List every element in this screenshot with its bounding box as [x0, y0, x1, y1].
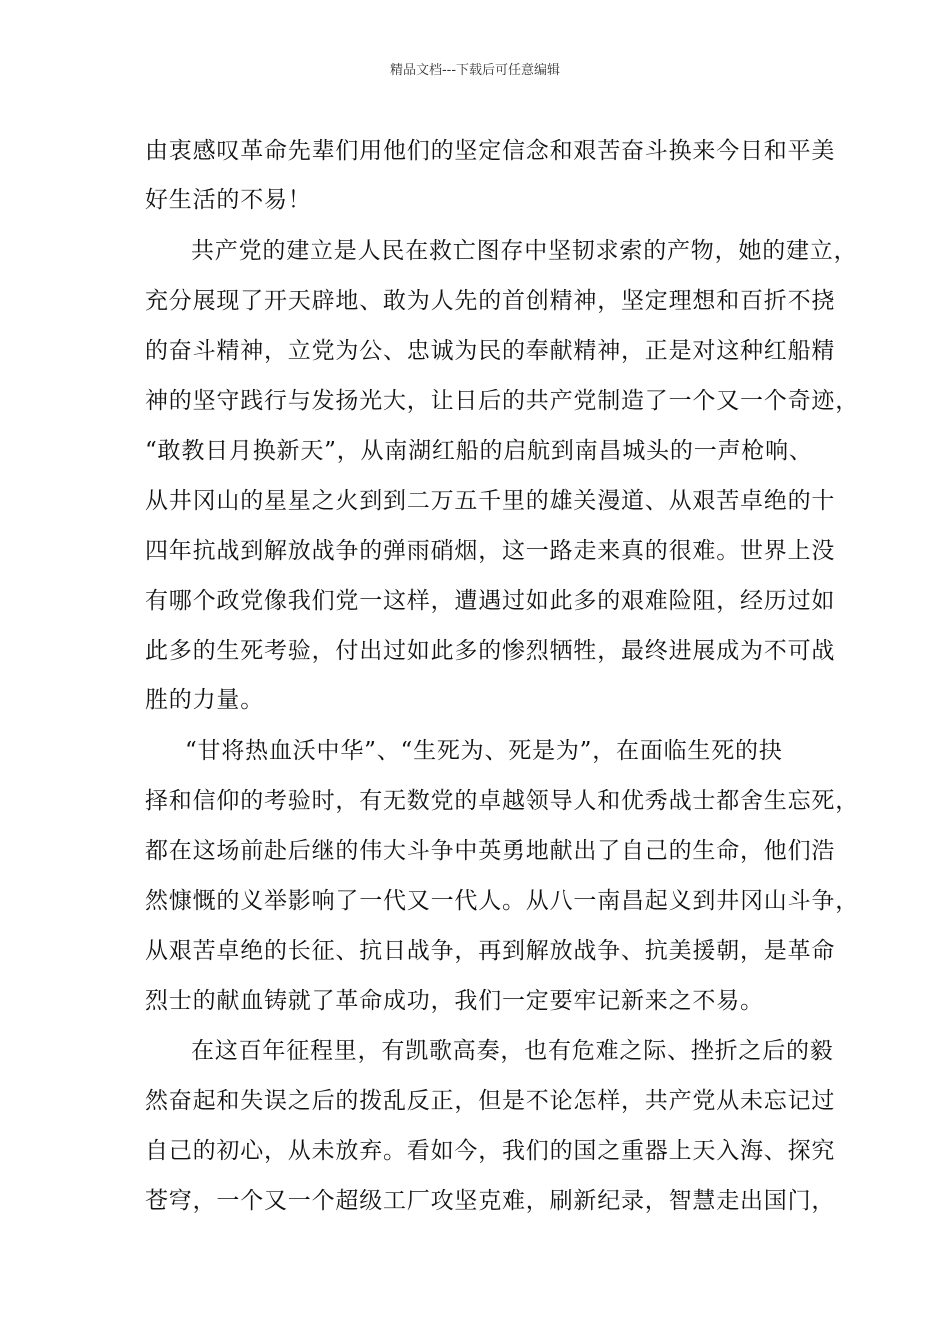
text-line: 好生活的不易！	[145, 187, 312, 213]
text-line: 自己的初心，从未放弃。看如今，我们的国之重器上天入海、探究	[145, 1138, 836, 1164]
text-line: 从艰苦卓绝的长征、抗日战争，再到解放战争、抗美援朝，是革命	[145, 938, 836, 964]
text-line: 由衷感叹革命先辈们用他们的坚定信念和艰苦奋斗换来今日和平美	[145, 138, 836, 164]
text-line: 从井冈山的星星之火到到二万五千里的雄关漫道、从艰苦卓绝的十	[145, 488, 836, 514]
text-line: 充分展现了开天辟地、敢为人先的首创精神，坚定理想和百折不挠	[145, 288, 836, 314]
text-line: 然奋起和失误之后的拨乱反正，但是不论怎样，共产党从未忘记过	[145, 1088, 836, 1114]
text-line: “敢教日月换新天”，从南湖红船的启航到南昌城头的一声枪响、	[145, 438, 813, 464]
text-line: 择和信仰的考验时，有无数党的卓越领导人和优秀战士都舍生忘死，	[145, 788, 859, 814]
text-line: 都在这场前赴后继的伟大斗争中英勇地献出了自己的生命，他们浩	[145, 838, 836, 864]
text-line: 烈士的献血铸就了革命成功，我们一定要牢记新来之不易。	[145, 988, 764, 1014]
text-line: 四年抗战到解放战争的弹雨硝烟，这一路走来真的很难。世界上没	[145, 538, 836, 564]
paragraph-start-line: 共产党的建立是人民在救亡图存中坚韧求索的产物，她的建立，	[191, 238, 858, 264]
text-line: 神的坚守践行与发扬光大，让日后的共产党制造了一个又一个奇迹，	[145, 388, 859, 414]
text-line: 苍穹，一个又一个超级工厂攻坚克难，刷新纪录，智慧走出国门，	[145, 1188, 836, 1214]
page-header: 精品文档---下载后可任意编辑	[389, 63, 561, 78]
paragraph-start-line: “甘将热血沃中华”、“生死为、死是为”，在面临生死的抉	[185, 738, 783, 764]
paragraph-start-line: 在这百年征程里，有凯歌高奏，也有危难之际、挫折之后的毅	[191, 1038, 834, 1064]
text-line: 有哪个政党像我们党一这样，遭遇过如此多的艰难险阻，经历过如	[145, 588, 836, 614]
text-line: 然慷慨的义举影响了一代又一代人。从八一南昌起义到井冈山斗争，	[145, 888, 859, 914]
text-line: 胜的力量。	[145, 687, 264, 713]
text-line: 的奋斗精神，立党为公、忠诚为民的奉献精神，正是对这种红船精	[145, 338, 836, 364]
text-line: 此多的生死考验，付出过如此多的惨烈牺牲，最终进展成为不可战	[145, 638, 836, 664]
